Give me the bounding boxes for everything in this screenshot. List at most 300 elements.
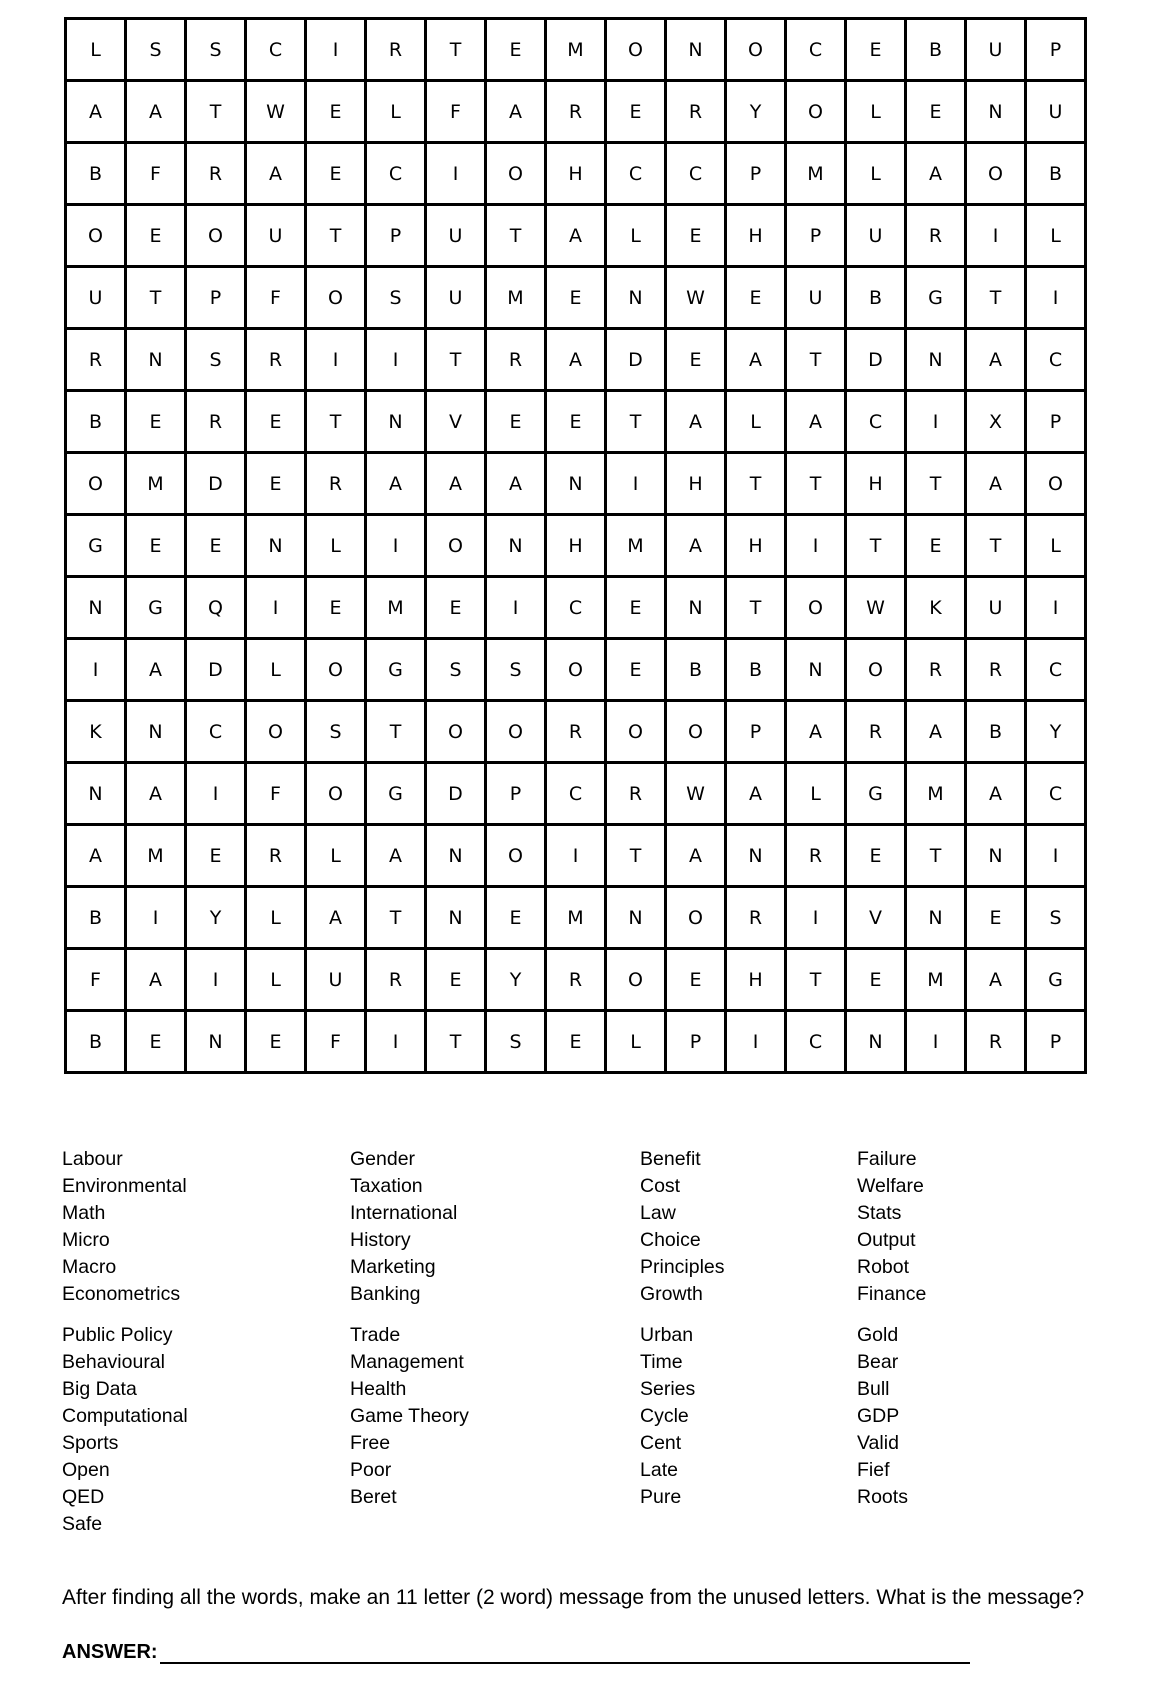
grid-cell: E bbox=[126, 391, 186, 453]
word-list-item: Robot bbox=[857, 1256, 910, 1278]
word-list-item: Cycle bbox=[640, 1405, 689, 1427]
grid-cell: I bbox=[186, 949, 246, 1011]
grid-cell: N bbox=[846, 1011, 906, 1073]
grid-cell: B bbox=[666, 639, 726, 701]
word-list-item: Sports bbox=[62, 1432, 119, 1454]
grid-cell: M bbox=[126, 453, 186, 515]
grid-cell: A bbox=[966, 763, 1026, 825]
grid-cell: T bbox=[426, 329, 486, 391]
grid-cell: R bbox=[246, 329, 306, 391]
grid-cell: W bbox=[666, 267, 726, 329]
word-list-group2-col4 bbox=[857, 1322, 908, 1511]
grid-cell: S bbox=[186, 329, 246, 391]
grid-cell: T bbox=[126, 267, 186, 329]
grid-cell: E bbox=[126, 515, 186, 577]
grid-cell: U bbox=[306, 949, 366, 1011]
grid-cell: A bbox=[666, 515, 726, 577]
grid-cell: O bbox=[666, 701, 726, 763]
grid-row bbox=[66, 329, 1086, 391]
grid-row bbox=[66, 143, 1086, 205]
grid-cell: T bbox=[426, 1011, 486, 1073]
grid-cell: S bbox=[486, 639, 546, 701]
grid-cell: P bbox=[186, 267, 246, 329]
grid-cell: H bbox=[666, 453, 726, 515]
word-list-group2-col3 bbox=[640, 1322, 695, 1511]
grid-cell: O bbox=[606, 949, 666, 1011]
grid-row bbox=[66, 391, 1086, 453]
grid-row bbox=[66, 205, 1086, 267]
grid-cell: A bbox=[306, 887, 366, 949]
grid-row bbox=[66, 1011, 1086, 1073]
grid-cell: N bbox=[186, 1011, 246, 1073]
grid-cell: N bbox=[786, 639, 846, 701]
word-list-item: Banking bbox=[350, 1283, 421, 1305]
word-list-item: Roots bbox=[857, 1486, 908, 1508]
grid-row bbox=[66, 453, 1086, 515]
grid-cell: E bbox=[126, 1011, 186, 1073]
grid-cell: D bbox=[186, 639, 246, 701]
grid-cell: U bbox=[426, 205, 486, 267]
grid-row bbox=[66, 515, 1086, 577]
grid-cell: O bbox=[246, 701, 306, 763]
grid-cell: D bbox=[186, 453, 246, 515]
word-list-item: Late bbox=[640, 1459, 678, 1481]
grid-cell: A bbox=[246, 143, 306, 205]
word-list-item: GDP bbox=[857, 1405, 900, 1427]
grid-cell: N bbox=[966, 825, 1026, 887]
grid-cell: B bbox=[846, 267, 906, 329]
grid-cell: N bbox=[726, 825, 786, 887]
grid-cell: G bbox=[366, 763, 426, 825]
grid-cell: A bbox=[126, 639, 186, 701]
grid-row bbox=[66, 81, 1086, 143]
grid-cell: O bbox=[66, 205, 126, 267]
grid-cell: A bbox=[726, 329, 786, 391]
grid-cell: O bbox=[306, 763, 366, 825]
grid-cell: D bbox=[606, 329, 666, 391]
grid-cell: S bbox=[186, 19, 246, 81]
grid-cell: O bbox=[66, 453, 126, 515]
grid-cell: N bbox=[66, 763, 126, 825]
word-list-item: Big Data bbox=[62, 1378, 137, 1400]
grid-cell: R bbox=[306, 453, 366, 515]
grid-cell: A bbox=[786, 391, 846, 453]
word-list-item: Behavioural bbox=[62, 1351, 165, 1373]
grid-cell: G bbox=[906, 267, 966, 329]
grid-cell: A bbox=[66, 825, 126, 887]
word-list-item: Urban bbox=[640, 1324, 694, 1346]
grid-cell: E bbox=[546, 267, 606, 329]
grid-cell: E bbox=[906, 515, 966, 577]
grid-cell: R bbox=[66, 329, 126, 391]
grid-cell: B bbox=[66, 391, 126, 453]
grid-cell: N bbox=[426, 825, 486, 887]
grid-cell: O bbox=[606, 19, 666, 81]
grid-row bbox=[66, 267, 1086, 329]
grid-row bbox=[66, 949, 1086, 1011]
word-list-item: Finance bbox=[857, 1283, 927, 1305]
grid-cell: R bbox=[786, 825, 846, 887]
grid-cell: M bbox=[366, 577, 426, 639]
grid-cell: R bbox=[366, 19, 426, 81]
grid-cell: M bbox=[546, 19, 606, 81]
grid-cell: Y bbox=[726, 81, 786, 143]
grid-cell: R bbox=[366, 949, 426, 1011]
grid-cell: L bbox=[246, 887, 306, 949]
word-list-item: Valid bbox=[857, 1432, 899, 1454]
grid-cell: E bbox=[246, 1011, 306, 1073]
word-list-item: Beret bbox=[350, 1486, 397, 1508]
grid-cell: I bbox=[726, 1011, 786, 1073]
grid-cell: M bbox=[906, 763, 966, 825]
grid-cell: E bbox=[186, 825, 246, 887]
answer-label: ANSWER: bbox=[62, 1641, 158, 1663]
grid-cell: E bbox=[486, 887, 546, 949]
word-list-item: Bear bbox=[857, 1351, 899, 1373]
grid-cell: R bbox=[906, 639, 966, 701]
word-list-item: International bbox=[350, 1202, 458, 1224]
grid-row bbox=[66, 887, 1086, 949]
grid-cell: T bbox=[306, 391, 366, 453]
word-list-item: Management bbox=[350, 1351, 464, 1373]
grid-cell: P bbox=[726, 701, 786, 763]
grid-cell: S bbox=[426, 639, 486, 701]
grid-cell: T bbox=[786, 329, 846, 391]
grid-cell: E bbox=[186, 515, 246, 577]
grid-cell: I bbox=[366, 1011, 426, 1073]
word-list-item: Output bbox=[857, 1229, 916, 1251]
grid-cell: N bbox=[606, 887, 666, 949]
grid-cell: P bbox=[366, 205, 426, 267]
grid-cell: R bbox=[186, 391, 246, 453]
grid-cell: M bbox=[486, 267, 546, 329]
grid-cell: O bbox=[186, 205, 246, 267]
grid-cell: R bbox=[186, 143, 246, 205]
grid-cell: E bbox=[966, 887, 1026, 949]
grid-cell: L bbox=[306, 515, 366, 577]
word-list-group2-col2 bbox=[350, 1322, 469, 1511]
grid-cell: E bbox=[606, 81, 666, 143]
grid-cell: P bbox=[726, 143, 786, 205]
grid-cell: R bbox=[546, 81, 606, 143]
grid-cell: G bbox=[126, 577, 186, 639]
grid-cell: O bbox=[666, 887, 726, 949]
grid-cell: G bbox=[846, 763, 906, 825]
word-list-item: Poor bbox=[350, 1459, 392, 1481]
word-list-item: Failure bbox=[857, 1148, 917, 1170]
grid-cell: D bbox=[426, 763, 486, 825]
grid-cell: U bbox=[246, 205, 306, 267]
grid-cell: E bbox=[846, 19, 906, 81]
word-list-group1-col3 bbox=[640, 1146, 725, 1308]
word-list-group1-col2 bbox=[350, 1146, 457, 1308]
grid-cell: O bbox=[486, 701, 546, 763]
grid-cell: T bbox=[966, 267, 1026, 329]
grid-cell: W bbox=[666, 763, 726, 825]
word-list-item: Open bbox=[62, 1459, 110, 1481]
grid-cell: N bbox=[246, 515, 306, 577]
word-list-item: Benefit bbox=[640, 1148, 701, 1170]
grid-cell: B bbox=[66, 887, 126, 949]
grid-cell: I bbox=[426, 143, 486, 205]
grid-cell: N bbox=[546, 453, 606, 515]
grid-cell: L bbox=[1026, 515, 1086, 577]
grid-cell: T bbox=[306, 205, 366, 267]
grid-cell: V bbox=[426, 391, 486, 453]
word-list-item: Environmental bbox=[62, 1175, 187, 1197]
grid-cell: O bbox=[306, 639, 366, 701]
grid-cell: U bbox=[66, 267, 126, 329]
instructions: After finding all the words, make an 11 letter (2 word) message from the unused letters. What is the message? bbox=[62, 1586, 1085, 1609]
grid-cell: N bbox=[906, 887, 966, 949]
grid-cell: F bbox=[246, 267, 306, 329]
grid-cell: B bbox=[906, 19, 966, 81]
grid-cell: E bbox=[306, 143, 366, 205]
grid-cell: I bbox=[66, 639, 126, 701]
grid-cell: T bbox=[966, 515, 1026, 577]
grid-cell: O bbox=[786, 81, 846, 143]
grid-cell: N bbox=[366, 391, 426, 453]
grid-cell: C bbox=[546, 763, 606, 825]
grid-cell: E bbox=[306, 81, 366, 143]
grid-cell: U bbox=[426, 267, 486, 329]
grid-cell: W bbox=[846, 577, 906, 639]
word-list-item: Labour bbox=[62, 1148, 123, 1170]
grid-cell: R bbox=[846, 701, 906, 763]
grid-cell: A bbox=[726, 763, 786, 825]
word-list-item: Gold bbox=[857, 1324, 899, 1346]
grid-cell: N bbox=[126, 701, 186, 763]
grid-cell: I bbox=[186, 763, 246, 825]
grid-cell: A bbox=[366, 453, 426, 515]
grid-cell: P bbox=[1026, 1011, 1086, 1073]
grid-cell: H bbox=[546, 143, 606, 205]
grid-cell: S bbox=[306, 701, 366, 763]
word-list-item: Public Policy bbox=[62, 1324, 173, 1346]
grid-cell: T bbox=[486, 205, 546, 267]
grid-cell: Y bbox=[186, 887, 246, 949]
grid-cell: E bbox=[546, 1011, 606, 1073]
grid-row bbox=[66, 825, 1086, 887]
grid-cell: N bbox=[66, 577, 126, 639]
grid-cell: M bbox=[906, 949, 966, 1011]
grid-cell: A bbox=[486, 81, 546, 143]
grid-cell: O bbox=[426, 515, 486, 577]
word-list-item: History bbox=[350, 1229, 411, 1251]
grid-cell: A bbox=[546, 205, 606, 267]
grid-cell: E bbox=[486, 391, 546, 453]
grid-cell: C bbox=[186, 701, 246, 763]
grid-cell: O bbox=[606, 701, 666, 763]
grid-cell: R bbox=[966, 1011, 1026, 1073]
grid-cell: I bbox=[306, 19, 366, 81]
word-list-item: Bull bbox=[857, 1378, 890, 1400]
grid-cell: A bbox=[66, 81, 126, 143]
word-list-item: Law bbox=[640, 1202, 676, 1224]
word-list-item: Marketing bbox=[350, 1256, 436, 1278]
grid-cell: L bbox=[606, 205, 666, 267]
grid-cell: C bbox=[546, 577, 606, 639]
grid-cell: U bbox=[1026, 81, 1086, 143]
grid-cell: L bbox=[246, 639, 306, 701]
grid-cell: C bbox=[366, 143, 426, 205]
grid-cell: T bbox=[606, 825, 666, 887]
grid-cell: I bbox=[786, 515, 846, 577]
grid-cell: Q bbox=[186, 577, 246, 639]
word-list-group2-col1 bbox=[62, 1322, 188, 1538]
grid-row bbox=[66, 701, 1086, 763]
grid-cell: C bbox=[786, 19, 846, 81]
grid-cell: E bbox=[606, 577, 666, 639]
grid-cell: I bbox=[966, 205, 1026, 267]
grid-cell: E bbox=[906, 81, 966, 143]
grid-cell: E bbox=[486, 19, 546, 81]
grid-cell: U bbox=[786, 267, 846, 329]
grid-cell: A bbox=[966, 329, 1026, 391]
grid-cell: I bbox=[366, 515, 426, 577]
grid-cell: L bbox=[246, 949, 306, 1011]
grid-cell: L bbox=[786, 763, 846, 825]
grid-cell: A bbox=[966, 453, 1026, 515]
grid-cell: C bbox=[786, 1011, 846, 1073]
grid-cell: I bbox=[306, 329, 366, 391]
grid-cell: C bbox=[1026, 763, 1086, 825]
grid-cell: H bbox=[726, 949, 786, 1011]
grid-cell: E bbox=[246, 391, 306, 453]
word-list-item: Gender bbox=[350, 1148, 416, 1170]
grid-cell: E bbox=[546, 391, 606, 453]
grid-cell: E bbox=[726, 267, 786, 329]
grid-cell: N bbox=[966, 81, 1026, 143]
word-list-item: Fief bbox=[857, 1459, 890, 1481]
grid-cell: L bbox=[846, 81, 906, 143]
grid-cell: E bbox=[666, 949, 726, 1011]
grid-cell: U bbox=[966, 577, 1026, 639]
grid-cell: L bbox=[846, 143, 906, 205]
grid-cell: E bbox=[426, 577, 486, 639]
grid-cell: M bbox=[606, 515, 666, 577]
grid-cell: L bbox=[66, 19, 126, 81]
grid-cell: R bbox=[606, 763, 666, 825]
grid-cell: S bbox=[366, 267, 426, 329]
grid-cell: B bbox=[66, 1011, 126, 1073]
word-list-item: Stats bbox=[857, 1202, 902, 1224]
grid-cell: H bbox=[546, 515, 606, 577]
grid-cell: C bbox=[846, 391, 906, 453]
grid-cell: O bbox=[846, 639, 906, 701]
grid-cell: E bbox=[306, 577, 366, 639]
grid-cell: N bbox=[606, 267, 666, 329]
grid-row bbox=[66, 577, 1086, 639]
grid-cell: I bbox=[1026, 267, 1086, 329]
grid-cell: N bbox=[486, 515, 546, 577]
grid-cell: R bbox=[666, 81, 726, 143]
word-list-item: Cost bbox=[640, 1175, 681, 1197]
grid-cell: I bbox=[786, 887, 846, 949]
word-list-item: Game Theory bbox=[350, 1405, 469, 1427]
grid-cell: I bbox=[906, 1011, 966, 1073]
grid-cell: B bbox=[1026, 143, 1086, 205]
word-list-item: Principles bbox=[640, 1256, 725, 1278]
word-list-item: Growth bbox=[640, 1283, 703, 1305]
grid-cell: A bbox=[786, 701, 846, 763]
word-search-grid bbox=[64, 17, 1087, 1074]
grid-cell: I bbox=[366, 329, 426, 391]
grid-cell: A bbox=[486, 453, 546, 515]
word-list-item: Math bbox=[62, 1202, 106, 1224]
word-list-item: Cent bbox=[640, 1432, 682, 1454]
grid-cell: E bbox=[846, 949, 906, 1011]
grid-cell: T bbox=[426, 19, 486, 81]
grid-cell: R bbox=[906, 205, 966, 267]
grid-cell: R bbox=[546, 701, 606, 763]
grid-cell: I bbox=[126, 887, 186, 949]
grid-cell: T bbox=[786, 453, 846, 515]
grid-cell: R bbox=[546, 949, 606, 1011]
grid-cell: P bbox=[1026, 391, 1086, 453]
grid-cell: N bbox=[666, 577, 726, 639]
grid-cell: M bbox=[546, 887, 606, 949]
grid-cell: P bbox=[666, 1011, 726, 1073]
grid-cell: P bbox=[486, 763, 546, 825]
grid-cell: E bbox=[666, 329, 726, 391]
grid-cell: E bbox=[666, 205, 726, 267]
word-list-item: Computational bbox=[62, 1405, 188, 1427]
grid-cell: O bbox=[306, 267, 366, 329]
grid-cell: T bbox=[606, 391, 666, 453]
grid-cell: A bbox=[666, 391, 726, 453]
grid-cell: O bbox=[486, 825, 546, 887]
grid-cell: L bbox=[1026, 205, 1086, 267]
grid-cell: C bbox=[246, 19, 306, 81]
grid-cell: E bbox=[426, 949, 486, 1011]
grid-cell: A bbox=[666, 825, 726, 887]
grid-cell: A bbox=[366, 825, 426, 887]
word-list-item: Health bbox=[350, 1378, 407, 1400]
grid-cell: A bbox=[126, 949, 186, 1011]
grid-cell: L bbox=[726, 391, 786, 453]
grid-cell: L bbox=[366, 81, 426, 143]
grid-cell: E bbox=[846, 825, 906, 887]
grid-cell: G bbox=[366, 639, 426, 701]
grid-cell: H bbox=[846, 453, 906, 515]
grid-cell: Y bbox=[1026, 701, 1086, 763]
grid-cell: I bbox=[1026, 825, 1086, 887]
grid-cell: I bbox=[606, 453, 666, 515]
grid-row bbox=[66, 19, 1086, 81]
word-list-item: Trade bbox=[350, 1324, 401, 1346]
grid-cell: I bbox=[906, 391, 966, 453]
word-list-item: Safe bbox=[62, 1513, 103, 1535]
grid-cell: N bbox=[906, 329, 966, 391]
grid-cell: D bbox=[846, 329, 906, 391]
grid-cell: E bbox=[246, 453, 306, 515]
grid-cell: E bbox=[606, 639, 666, 701]
grid-cell: C bbox=[666, 143, 726, 205]
grid-cell: W bbox=[246, 81, 306, 143]
grid-cell: T bbox=[906, 825, 966, 887]
word-list-group1-col4 bbox=[857, 1146, 926, 1308]
grid-cell: T bbox=[846, 515, 906, 577]
answer-input-line[interactable] bbox=[160, 1640, 970, 1664]
grid-cell: U bbox=[846, 205, 906, 267]
grid-cell: B bbox=[66, 143, 126, 205]
grid-cell: K bbox=[66, 701, 126, 763]
word-list-group1-col1 bbox=[62, 1146, 187, 1308]
grid-cell: O bbox=[546, 639, 606, 701]
grid-cell: R bbox=[246, 825, 306, 887]
grid-cell: F bbox=[126, 143, 186, 205]
